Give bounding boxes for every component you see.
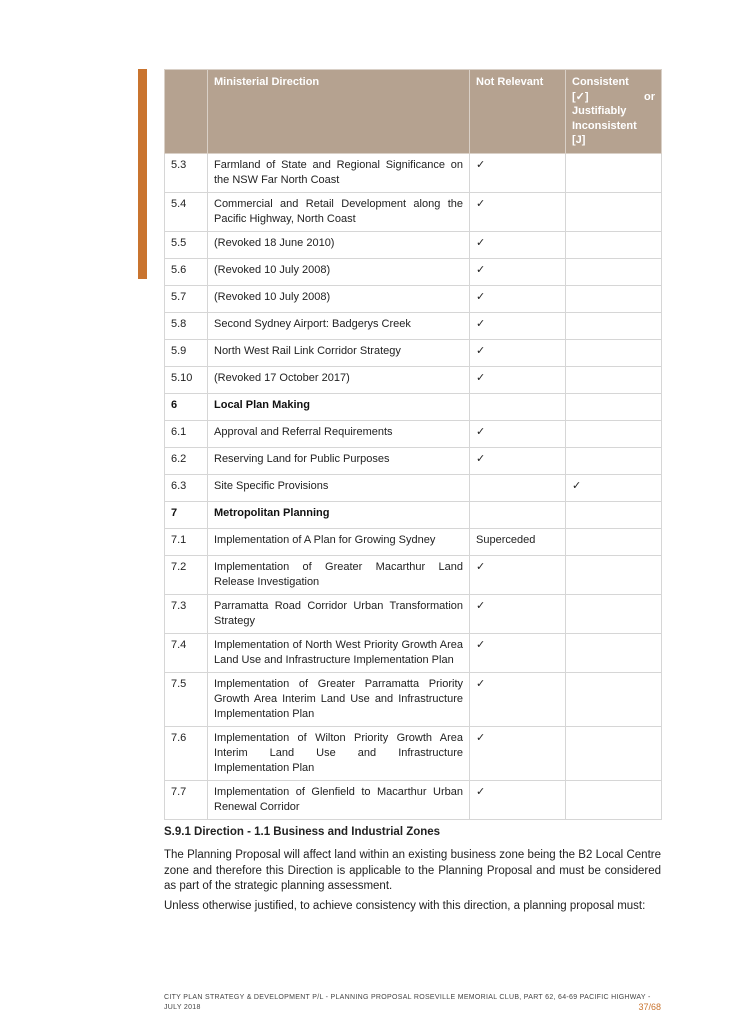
section-row	[165, 393, 662, 420]
row-direction: Second Sydney Airport: Badgerys Creek	[208, 312, 470, 339]
header-consistent-line4: Inconsistent	[572, 119, 637, 132]
paragraph-consistency: Unless otherwise justified, to achieve consistency with this direction, a planning proposal must:	[164, 900, 646, 912]
page-number: 37/68	[638, 1002, 661, 1012]
row-number: 5.9	[165, 339, 208, 366]
row-consistent	[566, 285, 662, 312]
row-not-relevant: ✓	[470, 633, 566, 672]
row-consistent	[566, 192, 662, 231]
row-number: 5.6	[165, 258, 208, 285]
table-row	[165, 420, 662, 447]
row-number: 6.1	[165, 420, 208, 447]
row-direction: Metropolitan Planning	[208, 501, 470, 528]
row-not-relevant	[470, 474, 566, 501]
row-not-relevant: ✓	[470, 780, 566, 819]
row-not-relevant: ✓	[470, 231, 566, 258]
row-direction: Site Specific Provisions	[208, 474, 470, 501]
row-consistent	[566, 501, 662, 528]
table-row	[165, 258, 662, 285]
row-not-relevant	[470, 501, 566, 528]
row-number: 5.7	[165, 285, 208, 312]
header-consistent-mark: [✓]	[572, 90, 589, 103]
row-not-relevant: ✓	[470, 339, 566, 366]
row-number: 7.6	[165, 726, 208, 780]
table-row	[165, 192, 662, 231]
row-direction: Implementation of North West Priority Growth Area Land Use and Infrastructure Implementation Plan	[208, 633, 470, 672]
row-not-relevant: ✓	[470, 366, 566, 393]
table-row	[165, 231, 662, 258]
row-consistent: ✓	[566, 474, 662, 501]
row-direction: Implementation of Greater Macarthur Land Release Investigation	[208, 555, 470, 594]
row-not-relevant	[470, 393, 566, 420]
row-direction: Implementation of Greater Parramatta Priority Growth Area Interim Land Use and Infrastructure Implementation Plan	[208, 672, 470, 726]
table-row	[165, 555, 662, 594]
table-row	[165, 366, 662, 393]
header-number	[165, 70, 208, 154]
table-row	[165, 153, 662, 192]
row-direction: Implementation of A Plan for Growing Sydney	[208, 528, 470, 555]
row-consistent	[566, 594, 662, 633]
row-not-relevant: ✓	[470, 258, 566, 285]
row-direction: Commercial and Retail Development along the Pacific Highway, North Coast	[208, 192, 470, 231]
row-consistent	[566, 726, 662, 780]
row-direction: (Revoked 18 June 2010)	[208, 231, 470, 258]
row-consistent	[566, 633, 662, 672]
row-consistent	[566, 393, 662, 420]
row-number: 7.5	[165, 672, 208, 726]
row-consistent	[566, 231, 662, 258]
paragraph-applicability: The Planning Proposal will affect land within an existing business zone being the B2 Local Centre zone and therefore this Direction is applicable to the Planning Proposal and must be considered as part of the strategic planning assessment.	[164, 849, 661, 892]
row-number: 5.3	[165, 153, 208, 192]
row-number: 6.3	[165, 474, 208, 501]
table-row	[165, 474, 662, 501]
table-row	[165, 633, 662, 672]
row-number: 7.3	[165, 594, 208, 633]
row-not-relevant: ✓	[470, 594, 566, 633]
row-direction: Implementation of Wilton Priority Growth Area Interim Land Use and Infrastructure Implementation Plan	[208, 726, 470, 780]
row-number: 6	[165, 393, 208, 420]
footer-text: CITY PLAN STRATEGY & DEVELOPMENT P/L - PLANNING PROPOSAL ROSEVILLE MEMORIAL CLUB, PART 62, 64-69 PACIFIC HIGHWAY - JULY 2018	[164, 994, 651, 1011]
header-consistent-line3: Justifiably	[572, 105, 627, 117]
header-consistent-line2	[572, 90, 655, 105]
row-direction: (Revoked 10 July 2008)	[208, 285, 470, 312]
row-consistent	[566, 153, 662, 192]
row-not-relevant: ✓	[470, 312, 566, 339]
header-not-relevant: Not Relevant	[470, 70, 566, 154]
header-consistent	[566, 70, 662, 154]
row-direction: Approval and Referral Requirements	[208, 420, 470, 447]
section-row	[165, 501, 662, 528]
header-consistent-line1: Consistent	[572, 76, 629, 88]
row-direction: (Revoked 10 July 2008)	[208, 258, 470, 285]
row-not-relevant: ✓	[470, 672, 566, 726]
row-consistent	[566, 420, 662, 447]
ministerial-directions-table	[164, 69, 662, 820]
table-row	[165, 528, 662, 555]
row-direction: Parramatta Road Corridor Urban Transformation Strategy	[208, 594, 470, 633]
row-consistent	[566, 555, 662, 594]
table-row	[165, 726, 662, 780]
row-number: 7.1	[165, 528, 208, 555]
row-direction: Implementation of Glenfield to Macarthur Urban Renewal Corridor	[208, 780, 470, 819]
header-direction: Ministerial Direction	[208, 70, 470, 154]
row-not-relevant: ✓	[470, 447, 566, 474]
row-consistent	[566, 528, 662, 555]
row-number: 5.8	[165, 312, 208, 339]
header-consistent-line5: [J]	[572, 134, 586, 146]
row-not-relevant: ✓	[470, 153, 566, 192]
row-number: 7.7	[165, 780, 208, 819]
row-consistent	[566, 312, 662, 339]
accent-bar	[138, 69, 147, 279]
table-row	[165, 312, 662, 339]
row-number: 5.10	[165, 366, 208, 393]
table-header-row	[165, 70, 662, 154]
row-consistent	[566, 339, 662, 366]
table-row	[165, 447, 662, 474]
row-direction: Reserving Land for Public Purposes	[208, 447, 470, 474]
table-row	[165, 594, 662, 633]
row-number: 5.4	[165, 192, 208, 231]
row-number: 7.4	[165, 633, 208, 672]
section-heading: S.9.1 Direction - 1.1 Business and Industrial Zones	[164, 826, 441, 838]
table-row	[165, 285, 662, 312]
row-not-relevant: Superceded	[470, 528, 566, 555]
row-not-relevant: ✓	[470, 285, 566, 312]
row-number: 5.5	[165, 231, 208, 258]
row-direction: North West Rail Link Corridor Strategy	[208, 339, 470, 366]
row-consistent	[566, 672, 662, 726]
header-consistent-or: or	[644, 90, 655, 103]
row-not-relevant: ✓	[470, 555, 566, 594]
row-direction: (Revoked 17 October 2017)	[208, 366, 470, 393]
row-number: 6.2	[165, 447, 208, 474]
row-number: 7.2	[165, 555, 208, 594]
row-not-relevant: ✓	[470, 726, 566, 780]
row-consistent	[566, 780, 662, 819]
table-row	[165, 780, 662, 819]
row-number: 7	[165, 501, 208, 528]
table-row	[165, 339, 662, 366]
row-consistent	[566, 366, 662, 393]
table-row	[165, 672, 662, 726]
row-not-relevant: ✓	[470, 420, 566, 447]
row-consistent	[566, 447, 662, 474]
row-direction: Farmland of State and Regional Significance on the NSW Far North Coast	[208, 153, 470, 192]
row-consistent	[566, 258, 662, 285]
row-direction: Local Plan Making	[208, 393, 470, 420]
row-not-relevant: ✓	[470, 192, 566, 231]
